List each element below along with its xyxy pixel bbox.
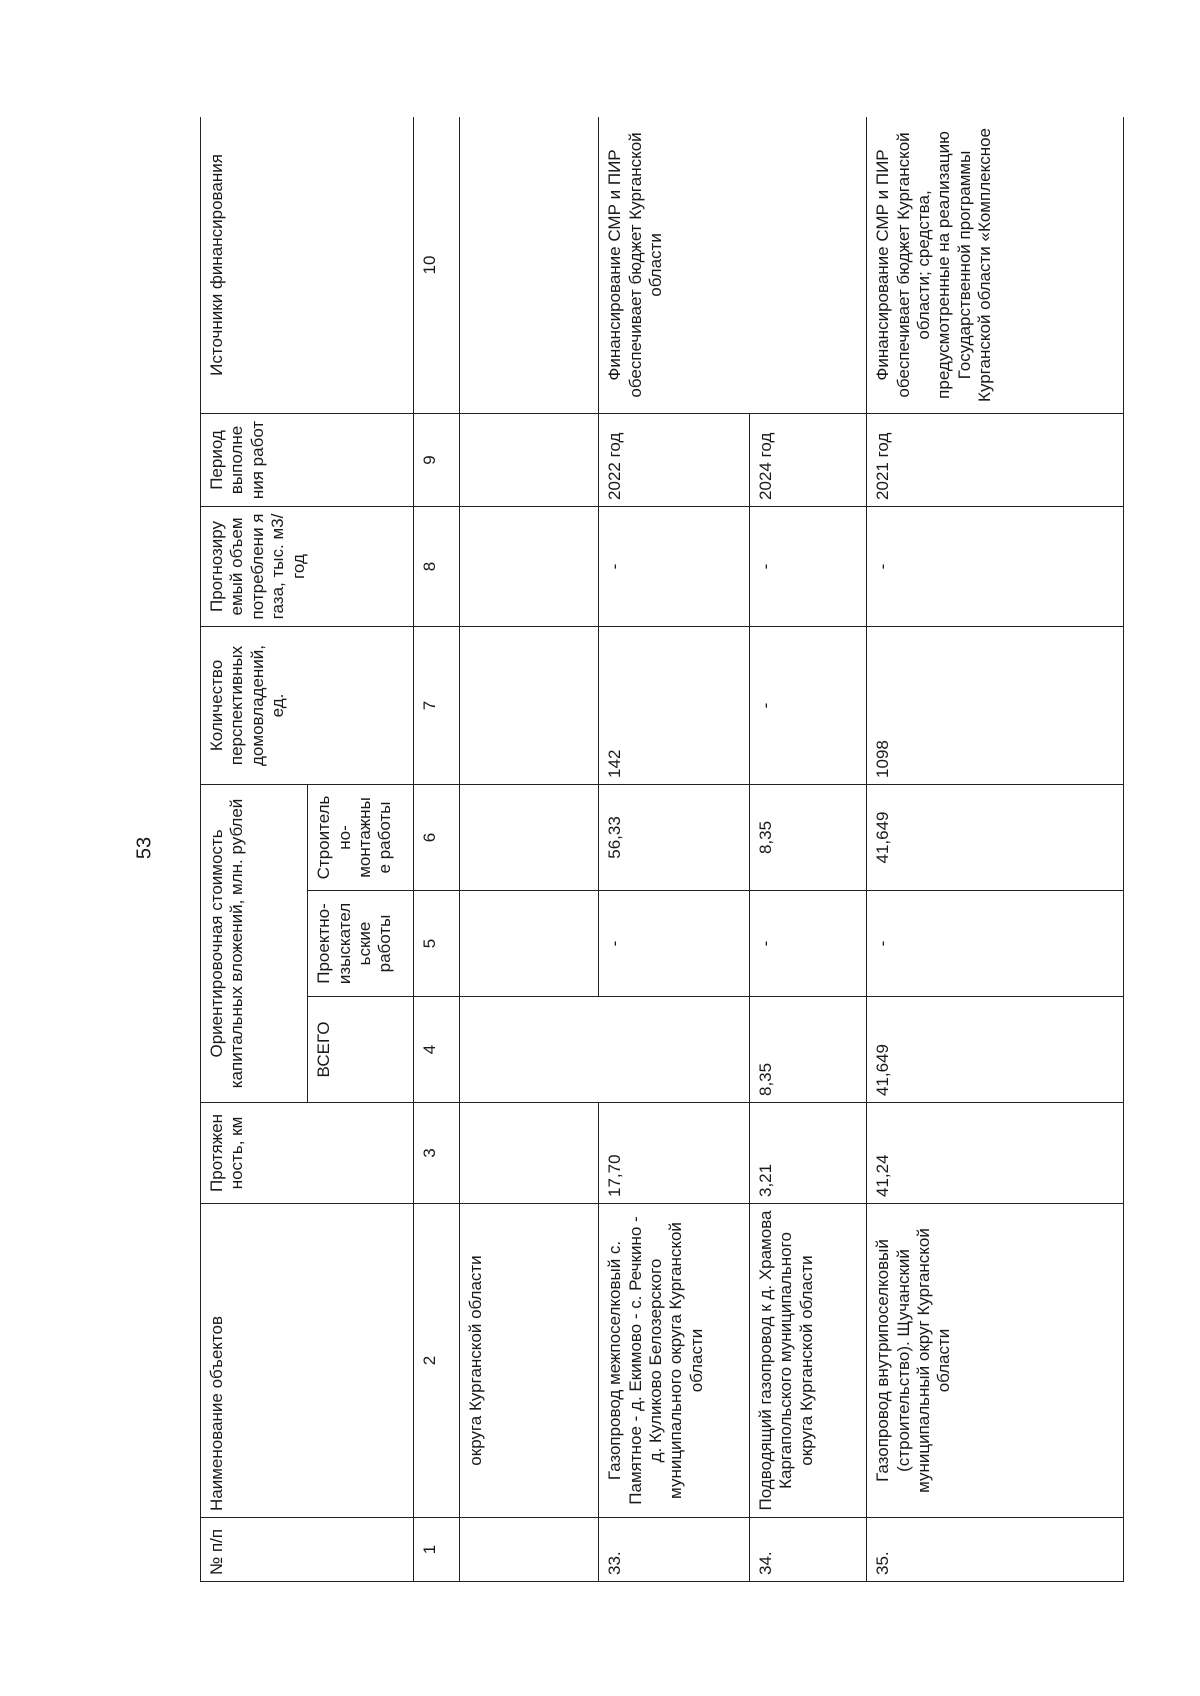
continuation-text: округа Курганской области (459, 1204, 599, 1518)
table-cell (459, 626, 599, 784)
header-period: Период выполне ния работ (201, 413, 414, 506)
header-gas-volume: Прогнозиру емый объем потреблени я газа, тыс. м3/год (201, 506, 414, 626)
row-period: 2022 год (599, 413, 750, 506)
row-length: 41,24 (867, 1103, 1124, 1204)
page-number: 53 (133, 836, 156, 860)
index-cell: 6 (413, 784, 459, 890)
index-cell: 1 (413, 1518, 459, 1582)
row-num: 34. (749, 1518, 866, 1582)
row-gas: - (599, 506, 750, 626)
row-gas: - (749, 506, 866, 626)
row-name: Газопровод внутрипоселковый (строительство). Щучанский муниципальный округ Курганской области (867, 1204, 1124, 1518)
row-design: - (867, 891, 1124, 997)
row-period: 2021 год (867, 413, 1124, 506)
column-index-row (413, 117, 459, 1582)
table-cell (459, 117, 599, 413)
header-num: № п/п (201, 1518, 414, 1582)
header-sources: Источники финансирования (201, 117, 414, 413)
row-total: 41,649 (867, 997, 1124, 1103)
row-households: - (749, 626, 866, 784)
table-row-33 (599, 117, 750, 1582)
row-length: 17,70 (599, 1103, 750, 1204)
index-cell: 8 (413, 506, 459, 626)
header-row (201, 117, 308, 1582)
header-households: Количество перспективных домовладений, ед. (201, 626, 414, 784)
row-design: - (599, 891, 750, 997)
row-households: 1098 (867, 626, 1124, 784)
row-total: 8,35 (749, 997, 866, 1103)
index-cell: 7 (413, 626, 459, 784)
row-gas: - (867, 506, 1124, 626)
row-construction: 41,649 (867, 784, 1124, 890)
table-row-35 (867, 117, 1124, 1582)
table-cell (459, 506, 599, 626)
row-length: 3,21 (749, 1103, 866, 1204)
index-cell: 10 (413, 117, 459, 413)
row-source: Финансирование СМР и ПИР обеспечивает бюджет Курганской области (599, 117, 867, 413)
header-total: ВСЕГО (308, 997, 414, 1103)
row-total (599, 997, 750, 1103)
index-cell: 4 (413, 997, 459, 1103)
row-num: 35. (867, 1518, 1124, 1582)
row-households: 142 (599, 626, 750, 784)
table-cell (459, 1518, 599, 1582)
table-cell (459, 784, 599, 890)
gas-pipeline-table (200, 117, 1124, 1582)
row-construction: 56,33 (599, 784, 750, 890)
table-container (200, 117, 1124, 1582)
row-num: 33. (599, 1518, 750, 1582)
row-name: Газопровод межпоселковый с. Памятное - д. Екимово - с. Речкино - д. Куликово Белозерского муниципального округа Курганской области (599, 1204, 750, 1518)
row-period: 2024 год (749, 413, 866, 506)
row-design: - (749, 891, 866, 997)
row-construction: 8,35 (749, 784, 866, 890)
header-design: Проектно-изыскател ьские работы (308, 891, 414, 997)
table-cell (459, 413, 599, 506)
row-source: Финансирование СМР и ПИР обеспечивает бюджет Курганской области; средства, предусмотренные на реализацию Государственной программы Курганской области «Комплексное (867, 117, 1124, 413)
header-name: Наименование объектов (201, 1204, 414, 1518)
header-construction: Строитель но-монтажны е работы (308, 784, 414, 890)
header-cost-group: Ориентировочная стоимость капитальных вложений, млн. рублей (201, 784, 308, 1102)
table-cell (459, 891, 599, 997)
row-name: Подводящий газопровод к д. Храмова Каргапольского муниципального округа Курганской области (749, 1204, 866, 1518)
index-cell: 3 (413, 1103, 459, 1204)
header-length: Протяжен ность, км (201, 1103, 414, 1204)
table-cell (459, 997, 599, 1103)
index-cell: 5 (413, 891, 459, 997)
table-cell (459, 1103, 599, 1204)
index-cell: 2 (413, 1204, 459, 1518)
continuation-row (459, 117, 599, 1582)
index-cell: 9 (413, 413, 459, 506)
